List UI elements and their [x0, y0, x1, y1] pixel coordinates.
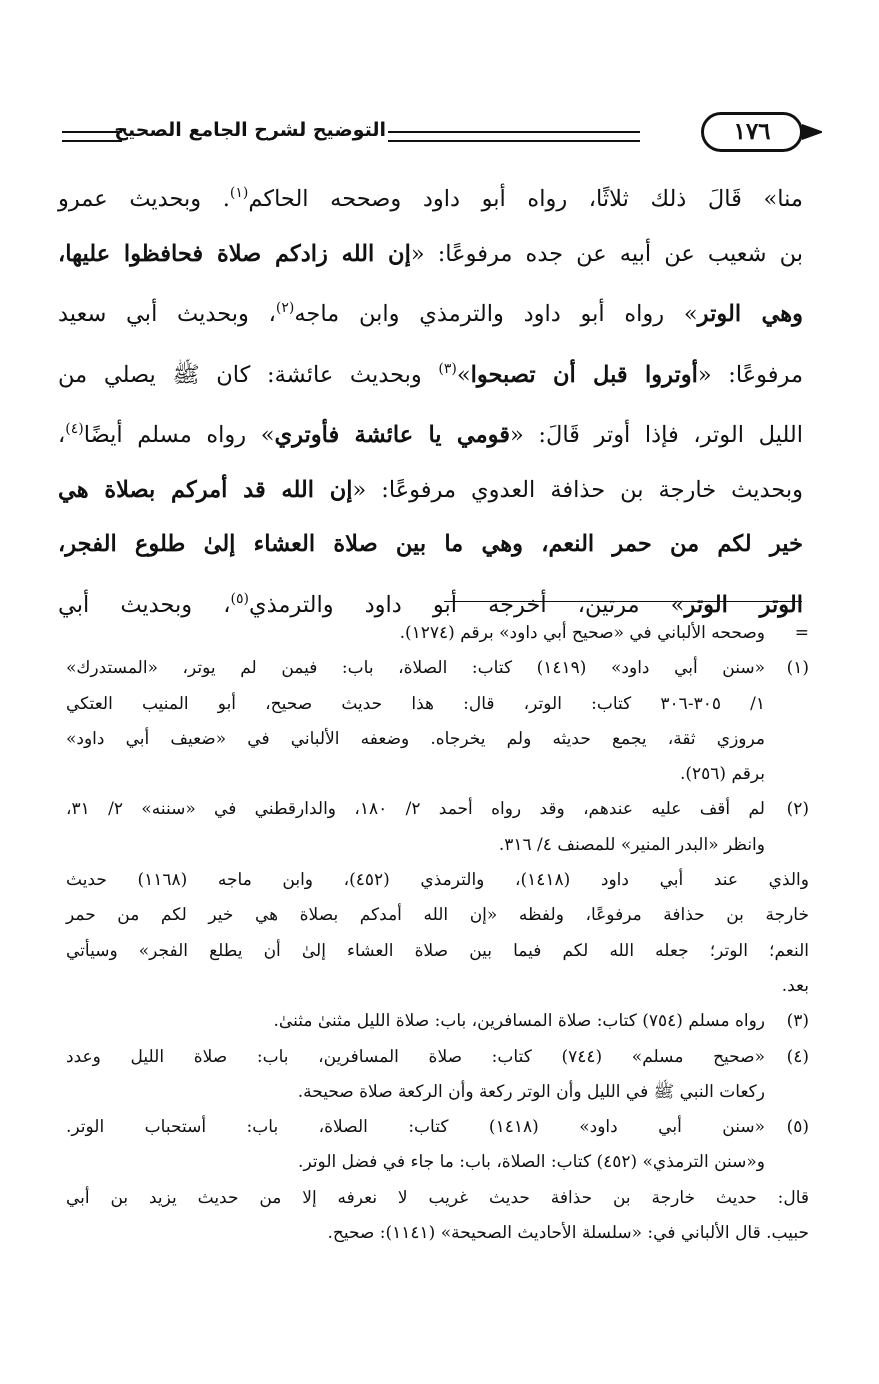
- footnote-line: برقم (٢٥٦).: [679, 764, 765, 785]
- footnote: [66, 792, 809, 863]
- text-run: »: [456, 361, 471, 388]
- text-run: ،: [58, 422, 66, 448]
- footnote-line: و«سنن الترمذي» (٤٥٢) كتاب: الصلاة، باب: ما جاء في فضل الوتر.: [298, 1152, 765, 1173]
- footnote-line: خارجة بن حذافة مرفوعًا، ولفظه «إن الله أمدكم بصلاة هي خير لكم من حمر: [66, 905, 809, 926]
- hadith-text: خير لكم من حمر النعم، وهي ما بين صلاة العشاء إلىٰ طلوع الفجر،: [58, 531, 803, 557]
- footnote-text: [66, 651, 765, 792]
- text-line: [58, 166, 803, 227]
- footnote-text: [66, 863, 809, 1004]
- header-rule-left: [62, 131, 122, 142]
- footnote-number: =: [794, 623, 809, 643]
- text-run: ، وبحديث أبي سعيد: [58, 301, 276, 327]
- text-line: [58, 281, 803, 342]
- text-line: [58, 342, 803, 403]
- hadith-text: الوتر الوتر: [684, 591, 803, 618]
- text-run: ، وبحديث أبي: [58, 591, 231, 618]
- footnote-number: (٥): [786, 1117, 809, 1138]
- text-run: مرفوعًا: «: [697, 361, 804, 388]
- header-book-title: التوضيح لشرح الجامع الصحيح: [114, 119, 386, 141]
- footnote-text: [66, 616, 765, 651]
- hadith-text: قومي يا عائشة فأوتري: [274, 422, 511, 448]
- footnote-text: [66, 1110, 765, 1181]
- footnote-line: «سنن أبي داود» (١٤١٨) كتاب: الصلاة، باب: أستحباب الوتر.: [66, 1117, 765, 1138]
- footnote: [66, 1181, 809, 1252]
- text-run: وبحديث عائشة: كان ﷺ يصلي من: [58, 361, 439, 388]
- running-header: [62, 110, 817, 160]
- text-line: [58, 402, 803, 463]
- main-text: [58, 166, 803, 632]
- text-run: الليل الوتر، فإذا أوتر قَالَ: «: [510, 422, 804, 448]
- footnote-text: [66, 1040, 765, 1111]
- footnote-line: رواه مسلم (٧٥٤) كتاب: صلاة المسافرين، باب: صلاة الليل مثنىٰ مثنىٰ.: [273, 1011, 765, 1032]
- text-run: منا» قَالَ ذلك ثلاثًا، رواه أبو داود وصححه الحاكم: [248, 186, 803, 212]
- footnote-ref: (٢): [275, 300, 295, 316]
- footnote-number: (٣): [786, 1011, 809, 1032]
- footnote-line: بعد.: [781, 975, 809, 996]
- footnote: [66, 1040, 809, 1111]
- footnote-ref: (٥): [230, 590, 249, 607]
- text-run: » مرتين، أخرجه أبو داود والترمذي: [248, 591, 685, 618]
- text-line: [58, 227, 803, 282]
- hadith-text: أوتروا قبل أن تصبحوا: [470, 361, 698, 388]
- footnote-line: حبيب. قال الألباني في: «سلسلة الأحاديث الصحيحة» (١١٤١): صحيح.: [327, 1223, 809, 1244]
- footnote-line: قال: حديث خارجة بن حذافة حديث غريب لا نعرفه إلا من حديث يزيد بن أبي: [66, 1187, 809, 1208]
- footnote-text: [66, 1004, 765, 1039]
- text-run: » رواه مسلم أيضًا: [83, 422, 275, 448]
- footnote: [66, 863, 809, 1004]
- footnote-number: (١): [786, 658, 809, 679]
- footnote-ref: (٣): [438, 360, 457, 377]
- text-line: [58, 517, 803, 572]
- footnote-line: ١/ ٣٠٥-٣٠٦ كتاب: الوتر، قال: هذا حديث صحيح، أبو المنيب العتكي: [66, 693, 765, 714]
- footnote-line: النعم؛ الوتر؛ جعله الله لكم فيما بين صلاة العشاء إلىٰ أن يطلع الفجر» وسيأتي: [66, 940, 809, 961]
- footnote-text: [66, 792, 765, 863]
- text-line: [58, 463, 803, 518]
- footnote-number: (٤): [786, 1046, 809, 1067]
- footnote: [66, 1004, 809, 1039]
- text-run: . وبحديث عمرو: [58, 186, 230, 212]
- footnote-ref: (٤): [65, 421, 84, 437]
- footnote-separator: [444, 601, 802, 602]
- footnote-line: «سنن أبي داود» (١٤١٩) كتاب: الصلاة، باب: فيمن لم يوتر، «المستدرك»: [66, 658, 765, 679]
- footnote-line: والذي عند أبي داود (١٤١٨)، والترمذي (٤٥٢)، وابن ماجه (١١٦٨) حديث: [66, 870, 809, 891]
- footnote-line: وصححه الألباني في «صحيح أبي داود» برقم (١٢٧٤).: [399, 623, 765, 643]
- text-run: بن شعيب عن أبيه عن جده مرفوعًا: «: [410, 240, 804, 267]
- hadith-text: وهي الوتر: [697, 301, 803, 327]
- footnote-ref: (١): [229, 185, 249, 201]
- text-run: وبحديث خارجة بن حذافة العدوي مرفوعًا: «: [352, 476, 803, 503]
- footnote-line: ركعات النبي ﷺ في الليل وأن الوتر ركعة وأن الركعة صلاة صحيحة.: [297, 1081, 765, 1102]
- footnote: [66, 616, 809, 651]
- footnotes: [66, 616, 809, 1251]
- footnote-text: [66, 1181, 809, 1252]
- hadith-text: إن الله قد أمركم بصلاة هي: [58, 476, 353, 503]
- header-rule-middle: [388, 131, 640, 142]
- footnote-line: مروزي ثقة، يجمع حديثه ولم يخرجاه. وضعفه الألباني في «ضعيف أبي داود»: [66, 728, 765, 749]
- footnote: [66, 651, 809, 792]
- footnote-line: «صحيح مسلم» (٧٤٤) كتاب: صلاة المسافرين، باب: صلاة الليل وعدد: [66, 1046, 765, 1067]
- text-run: » رواه أبو داود والترمذي وابن ماجه: [294, 301, 698, 327]
- page-number: ١٧٦: [701, 112, 803, 152]
- footnote-number: (٢): [786, 799, 809, 820]
- footnote-line: وانظر «البدر المنير» للمصنف ٤/ ٣١٦.: [498, 834, 765, 855]
- footnote-line: لم أقف عليه عندهم، وقد رواه أحمد ٢/ ١٨٠، والدارقطني في «سننه» ٢/ ٣١،: [66, 799, 765, 820]
- footnote: [66, 1110, 809, 1181]
- hadith-text: إن الله زادكم صلاة فحافظوا عليها،: [58, 240, 411, 267]
